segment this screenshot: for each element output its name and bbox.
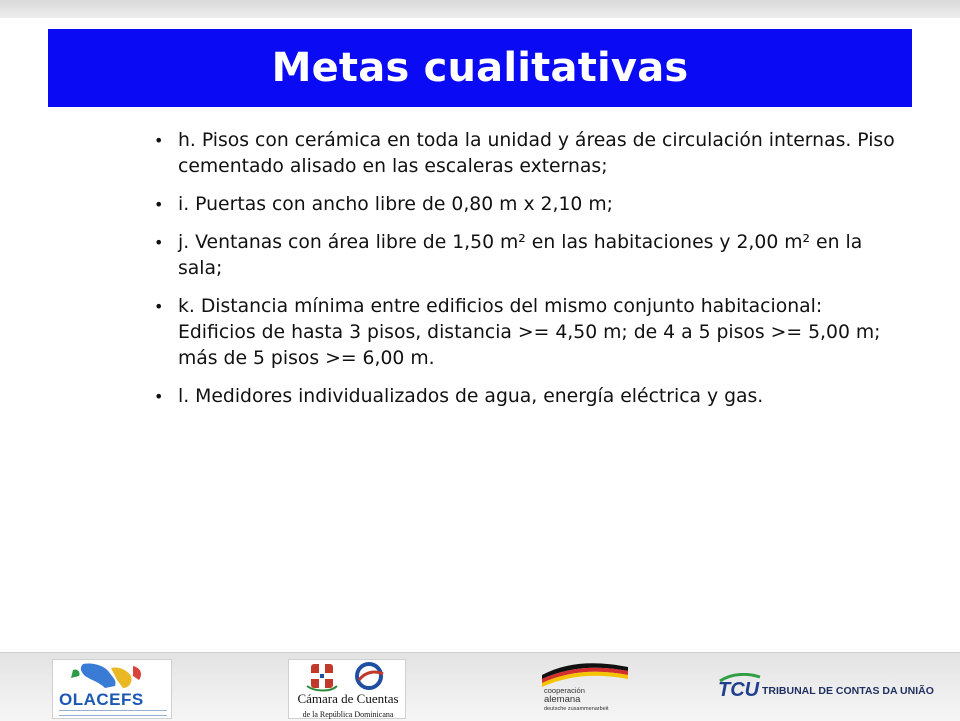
coop-line3: deutsche zusammenarbeit: [544, 706, 609, 712]
german-flag-swoosh-icon: [538, 659, 632, 687]
coop-line2: alemana: [544, 693, 581, 705]
bullet-text: l. Medidores individualizados de agua, energía eléctrica y gas.: [178, 386, 764, 407]
olacefs-logo: [52, 659, 172, 719]
bullet-text: j. Ventanas con área libre de 1,50 m² en las habitaciones y 2,00 m² en la sala;: [178, 232, 863, 279]
bullet-item: [152, 192, 904, 218]
olacefs-wordmark: OLACEFS: [59, 690, 144, 709]
bullet-text: k. Distancia mínima entre edificios del mismo conjunto habitacional: Edificios de hasta 3 pisos, distancia >= 4,50 m; de 4 a 5 pisos >= 5,00 m; más de 5 pisos >= 6,00 m.: [178, 296, 881, 369]
bullet-text: h. Pisos con cerámica en toda la unidad y áreas de circulación internas. Piso cementado alisado en las escaleras externas;: [178, 130, 895, 177]
bullet-item: [152, 294, 904, 372]
cooperacion-alemana-logo: [538, 659, 632, 719]
tcu-mark: TCU: [718, 679, 760, 701]
camara-name: Cámara de Cuentas: [297, 691, 399, 706]
bullet-list: [152, 128, 904, 422]
bullet-icon: •: [154, 387, 164, 406]
bullet-icon: •: [154, 131, 164, 150]
top-band: [0, 0, 960, 18]
tcu-name: TRIBUNAL DE CONTAS DA UNIÃO: [762, 685, 934, 697]
camara-wordmark: [291, 693, 405, 721]
americas-map-icon: [53, 660, 171, 690]
bullet-icon: •: [154, 195, 164, 214]
coat-of-arms-icon: [289, 660, 407, 692]
slide-title: Metas cualitativas: [271, 45, 689, 91]
camara-de-cuentas-logo: [288, 659, 406, 719]
title-bar: [48, 29, 912, 107]
bullet-icon: •: [154, 233, 164, 252]
bullet-icon: •: [154, 297, 164, 316]
camara-country: de la República Dominicana: [302, 710, 394, 719]
footer-logo-bar: [0, 652, 960, 721]
tcu-logo: [712, 659, 934, 719]
olacefs-subtitle-lines: [59, 710, 167, 716]
coop-line1: cooperación: [544, 686, 585, 695]
bullet-item: [152, 384, 904, 410]
coop-wordmark: [544, 687, 609, 714]
bullet-text: i. Puertas con ancho libre de 0,80 m x 2,10 m;: [178, 194, 613, 215]
bullet-item: [152, 128, 904, 180]
bullet-item: [152, 230, 904, 282]
